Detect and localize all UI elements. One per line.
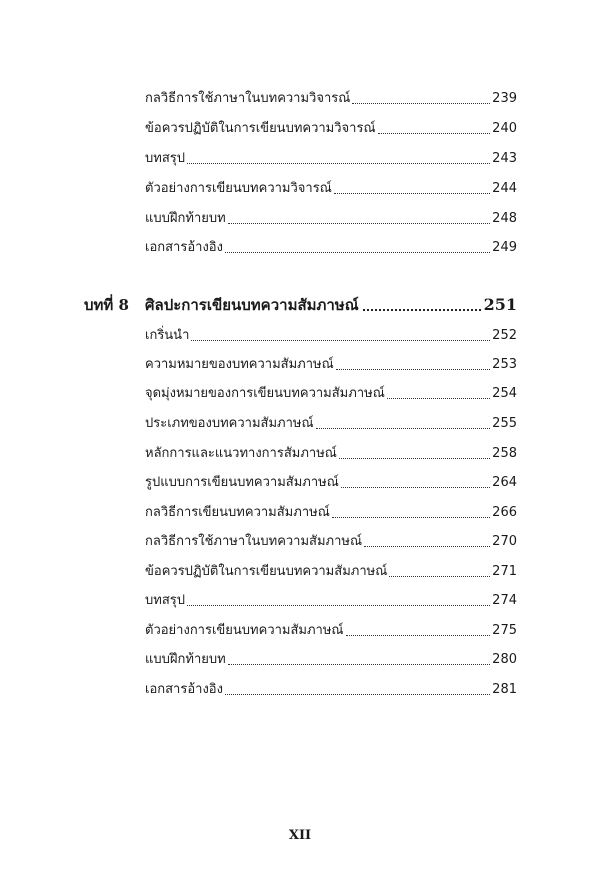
dot-leader (341, 486, 490, 488)
chapter-title: ศิลปะการเขียนบทความสัมภาษณ์ (145, 296, 359, 314)
toc-entry-page: 240 (492, 121, 517, 136)
toc-entry-page: 239 (492, 91, 517, 106)
toc-entry (145, 381, 517, 403)
dot-leader (346, 634, 491, 636)
toc-entry (145, 146, 517, 168)
dot-leader (336, 368, 491, 370)
toc-entry-title: ประเภทของบทความสัมภาษณ์ (145, 416, 314, 431)
toc-entry-page: 275 (492, 623, 517, 638)
dot-leader (352, 102, 490, 104)
toc-entry-page: 252 (492, 328, 517, 343)
toc-entry-title: บทสรุป (145, 593, 185, 608)
toc-entry (145, 677, 517, 699)
toc-entry (145, 500, 517, 522)
toc-entry-title: บทสรุป (145, 151, 185, 166)
toc-entry-title: ตัวอย่างการเขียนบทความวิจารณ์ (145, 181, 332, 196)
toc-entry-page: 249 (492, 240, 517, 255)
dot-leader (187, 162, 490, 164)
toc-entry (145, 411, 517, 433)
toc-entry (145, 176, 517, 198)
toc-entry (145, 470, 517, 492)
dot-leader (225, 251, 490, 253)
toc-entry-title: เกริ่นนำ (145, 328, 190, 343)
toc-entry-title: ความหมายของบทความสัมภาษณ์ (145, 357, 334, 372)
toc-entry (145, 529, 517, 551)
dot-leader (389, 575, 490, 577)
toc-entry-title: เอกสารอ้างอิง (145, 682, 223, 697)
toc-entry-title: ข้อควรปฏิบัติในการเขียนบทความวิจารณ์ (145, 121, 376, 136)
toc-entry-page: 280 (492, 652, 517, 667)
toc-entry (145, 235, 517, 257)
toc-entry-page: 274 (492, 593, 517, 608)
toc-entry-page: 266 (492, 505, 517, 520)
toc-entry (145, 323, 517, 345)
toc-entry (145, 86, 517, 108)
toc-entry (145, 559, 517, 581)
dot-leader (364, 545, 490, 547)
dot-leader (339, 457, 490, 459)
toc-entry-page: 244 (492, 181, 517, 196)
chapter-heading (84, 289, 517, 315)
toc-entry-page: 281 (492, 682, 517, 697)
toc-entry-page: 255 (492, 416, 517, 431)
footer-page-number: XII (288, 828, 312, 843)
toc-entry-title: ตัวอย่างการเขียนบทความสัมภาษณ์ (145, 623, 344, 638)
toc-entry-page: 253 (492, 357, 517, 372)
toc-entry-title: กลวิธีการใช้ภาษาในบทความวิจารณ์ (145, 91, 351, 106)
toc-entry-title: กลวิธีการใช้ภาษาในบทความสัมภาษณ์ (145, 534, 363, 549)
toc-entry-page: 270 (492, 534, 517, 549)
chapter-number: บทที่ 8 (84, 296, 129, 314)
toc-entry-title: รูปแบบการเขียนบทความสัมภาษณ์ (145, 475, 339, 490)
toc-entry-page: 258 (492, 446, 517, 461)
toc-entry-title: แบบฝึกท้ายบท (145, 211, 226, 226)
toc-entry-title: ข้อควรปฏิบัติในการเขียนบทความสัมภาษณ์ (145, 564, 388, 579)
dot-leader (228, 222, 490, 224)
toc-entry-title: หลักการและแนวทางการสัมภาษณ์ (145, 446, 337, 461)
toc-entry-page: 271 (492, 564, 517, 579)
dot-leader (387, 397, 490, 399)
toc-entry-page: 243 (492, 151, 517, 166)
dot-leader (334, 192, 490, 194)
dot-leader (225, 693, 490, 695)
dot-leader (187, 604, 490, 606)
toc-entry (145, 441, 517, 463)
dot-leader (228, 663, 490, 665)
toc-entry-title: เอกสารอ้างอิง (145, 240, 223, 255)
dot-leader (363, 308, 481, 311)
toc-entry (145, 206, 517, 228)
chapter-page: 251 (483, 295, 517, 314)
toc-entry (145, 352, 517, 374)
toc-entry-title: แบบฝึกท้ายบท (145, 652, 226, 667)
toc-entry-title: กลวิธีการเขียนบทความสัมภาษณ์ (145, 505, 330, 520)
dot-leader (332, 516, 490, 518)
toc-entry-page: 254 (492, 386, 517, 401)
toc-entry (145, 588, 517, 610)
toc-entry-page: 248 (492, 211, 517, 226)
dot-leader (378, 132, 491, 134)
toc-entry (145, 647, 517, 669)
toc-entry (145, 618, 517, 640)
dot-leader (316, 427, 491, 429)
toc-entry-title: จุดมุ่งหมายของการเขียนบทความสัมภาษณ์ (145, 386, 385, 401)
toc-entry (145, 116, 517, 138)
dot-leader (191, 339, 490, 341)
toc-entry-page: 264 (492, 475, 517, 490)
